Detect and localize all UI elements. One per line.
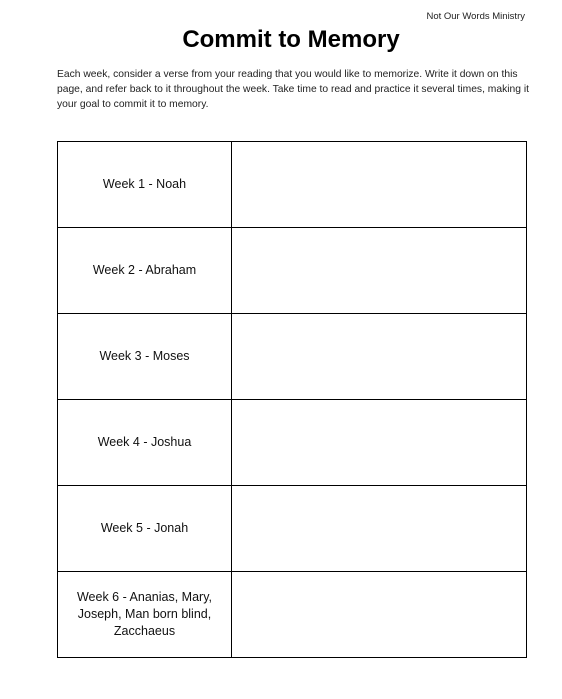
verse-write-area[interactable] <box>232 572 527 658</box>
week-row <box>58 400 527 486</box>
verse-write-area[interactable] <box>232 486 527 572</box>
week-row <box>58 486 527 572</box>
week-row <box>58 314 527 400</box>
week-row <box>58 228 527 314</box>
week-label: Week 1 - Noah <box>58 142 232 228</box>
week-label: Week 4 - Joshua <box>58 400 232 486</box>
instructions-text: Each week, consider a verse from your reading that you would like to memorize. Write it down on this page, and refer back to it throughout the week. Take time to read and practice it several times, making it your goal to commit it to memory. <box>57 69 530 110</box>
verse-write-area[interactable] <box>232 400 527 486</box>
memory-verse-table <box>57 141 527 658</box>
week-label: Week 5 - Jonah <box>58 486 232 572</box>
verse-write-area[interactable] <box>232 142 527 228</box>
week-label: Week 6 - Ananias, Mary, Joseph, Man born blind, Zacchaeus <box>58 572 232 658</box>
week-row <box>58 572 527 658</box>
ministry-name: Not Our Words Ministry <box>426 11 525 22</box>
week-row <box>58 142 527 228</box>
week-label: Week 2 - Abraham <box>58 228 232 314</box>
week-label: Week 3 - Moses <box>58 314 232 400</box>
page-title: Commit to Memory <box>182 26 400 53</box>
verse-write-area[interactable] <box>232 228 527 314</box>
verse-write-area[interactable] <box>232 314 527 400</box>
